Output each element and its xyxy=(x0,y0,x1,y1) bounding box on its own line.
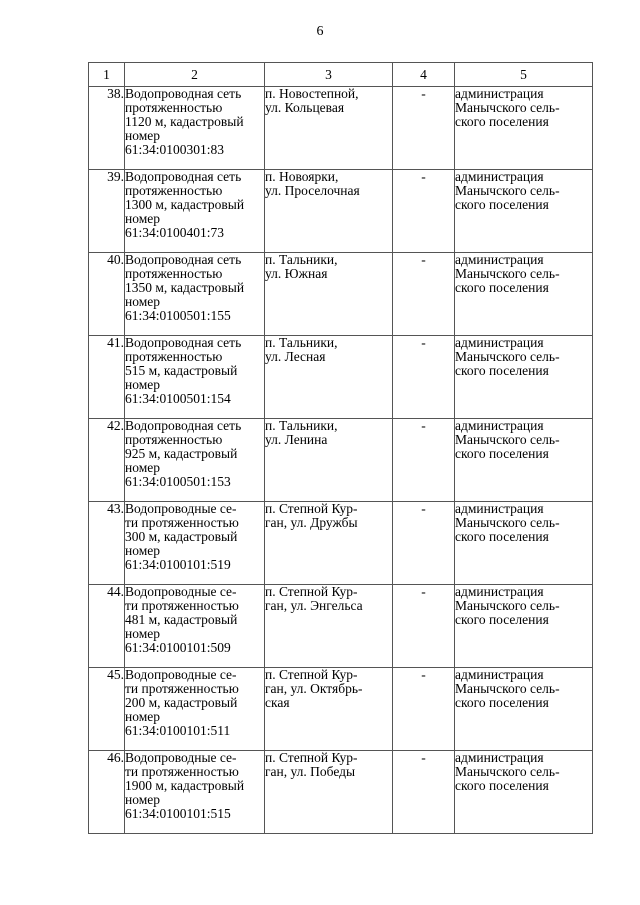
address-line: п. Степной Кур- xyxy=(265,750,358,765)
owner-line: ского поселения xyxy=(455,363,549,378)
description-line: Водопроводные се- xyxy=(125,584,237,599)
object-owner xyxy=(455,585,593,668)
description-line: номер xyxy=(125,460,161,475)
description-line: Водопроводная сеть xyxy=(125,335,242,350)
address-line: ган, ул. Энгельса xyxy=(265,598,363,613)
description-line: 61:34:0100101:509 xyxy=(125,640,231,655)
description-line: 1120 м, кадастровый xyxy=(125,114,244,129)
address-line: п. Новоярки, xyxy=(265,169,339,184)
owner-line: администрация xyxy=(455,584,544,599)
address-line: п. Тальники, xyxy=(265,418,338,433)
address-line: п. Новостепной, xyxy=(265,86,359,101)
description-line: номер xyxy=(125,377,161,392)
owner-line: ского поселения xyxy=(455,280,549,295)
description-line: протяженностью xyxy=(125,349,223,364)
owner-line: администрация xyxy=(455,169,544,184)
address-line: ул. Кольцевая xyxy=(265,100,345,115)
description-line: номер xyxy=(125,626,161,641)
object-owner xyxy=(455,668,593,751)
address-line: ул. Ленина xyxy=(265,432,328,447)
table-row xyxy=(89,87,593,170)
description-line: 61:34:0100301:83 xyxy=(125,142,225,157)
table-row xyxy=(89,336,593,419)
object-address xyxy=(265,502,393,585)
owner-line: администрация xyxy=(455,86,544,101)
row-number: 41. xyxy=(89,336,125,419)
address-line: ул. Лесная xyxy=(265,349,326,364)
owner-line: администрация xyxy=(455,750,544,765)
header-row xyxy=(89,63,593,87)
address-line: ган, ул. Дружбы xyxy=(265,515,358,530)
owner-line: администрация xyxy=(455,252,544,267)
description-line: 61:34:0100101:515 xyxy=(125,806,231,821)
description-line: номер xyxy=(125,792,161,807)
description-line: протяженностью xyxy=(125,432,223,447)
owner-line: Манычского сель- xyxy=(455,266,560,281)
row-number: 38. xyxy=(89,87,125,170)
object-description xyxy=(125,170,265,253)
description-line: Водопроводная сеть xyxy=(125,252,242,267)
object-owner xyxy=(455,751,593,834)
owner-line: Манычского сель- xyxy=(455,100,560,115)
owner-line: ского поселения xyxy=(455,446,549,461)
object-owner xyxy=(455,253,593,336)
description-line: ти протяженностью xyxy=(125,681,239,696)
column-4-value: - xyxy=(393,419,455,502)
column-4-value: - xyxy=(393,170,455,253)
column-4-value: - xyxy=(393,87,455,170)
owner-line: ского поселения xyxy=(455,529,549,544)
address-line: ул. Южная xyxy=(265,266,328,281)
owner-line: Манычского сель- xyxy=(455,515,560,530)
description-line: Водопроводные се- xyxy=(125,501,237,516)
description-line: номер xyxy=(125,709,161,724)
row-number: 45. xyxy=(89,668,125,751)
address-line: ул. Проселочная xyxy=(265,183,360,198)
owner-line: Манычского сель- xyxy=(455,598,560,613)
description-line: 481 м, кадастровый xyxy=(125,612,238,627)
address-line: п. Степной Кур- xyxy=(265,584,358,599)
description-line: номер xyxy=(125,211,161,226)
row-number: 40. xyxy=(89,253,125,336)
owner-line: администрация xyxy=(455,501,544,516)
object-owner xyxy=(455,170,593,253)
object-address xyxy=(265,253,393,336)
object-address xyxy=(265,668,393,751)
description-line: ти протяженностью xyxy=(125,515,239,530)
table-row xyxy=(89,668,593,751)
object-owner xyxy=(455,336,593,419)
description-line: ти протяженностью xyxy=(125,598,239,613)
column-header: 3 xyxy=(265,63,393,87)
description-line: 1350 м, кадастровый xyxy=(125,280,245,295)
description-line: 200 м, кадастровый xyxy=(125,695,238,710)
column-4-value: - xyxy=(393,668,455,751)
object-description xyxy=(125,336,265,419)
description-line: номер xyxy=(125,543,161,558)
address-line: ган, ул. Октябрь- xyxy=(265,681,363,696)
description-line: Водопроводная сеть xyxy=(125,418,242,433)
column-4-value: - xyxy=(393,585,455,668)
description-line: 1300 м, кадастровый xyxy=(125,197,245,212)
owner-line: Манычского сель- xyxy=(455,183,560,198)
row-number: 43. xyxy=(89,502,125,585)
owner-line: администрация xyxy=(455,335,544,350)
description-line: 61:34:0100101:511 xyxy=(125,723,231,738)
address-line: п. Степной Кур- xyxy=(265,501,358,516)
owner-line: администрация xyxy=(455,667,544,682)
description-line: ти протяженностью xyxy=(125,764,239,779)
column-4-value: - xyxy=(393,336,455,419)
object-description xyxy=(125,87,265,170)
object-address xyxy=(265,336,393,419)
address-line: ган, ул. Победы xyxy=(265,764,356,779)
object-owner xyxy=(455,419,593,502)
owner-line: Манычского сель- xyxy=(455,764,560,779)
object-description xyxy=(125,253,265,336)
object-address xyxy=(265,585,393,668)
owner-line: ского поселения xyxy=(455,778,549,793)
description-line: 1900 м, кадастровый xyxy=(125,778,245,793)
object-address xyxy=(265,419,393,502)
column-4-value: - xyxy=(393,253,455,336)
object-address xyxy=(265,170,393,253)
page-number: 6 xyxy=(316,24,324,39)
description-line: 515 м, кадастровый xyxy=(125,363,238,378)
object-description xyxy=(125,502,265,585)
column-header: 1 xyxy=(89,63,125,87)
address-line: п. Тальники, xyxy=(265,252,338,267)
owner-line: администрация xyxy=(455,418,544,433)
description-line: Водопроводная сеть xyxy=(125,169,242,184)
object-address xyxy=(265,751,393,834)
row-number: 39. xyxy=(89,170,125,253)
description-line: протяженностью xyxy=(125,266,223,281)
description-line: протяженностью xyxy=(125,183,223,198)
owner-line: Манычского сель- xyxy=(455,349,560,364)
address-line: ская xyxy=(265,695,290,710)
row-number: 44. xyxy=(89,585,125,668)
table-row xyxy=(89,751,593,834)
description-line: номер xyxy=(125,294,161,309)
description-line: 61:34:0100501:154 xyxy=(125,391,231,406)
description-line: Водопроводные се- xyxy=(125,750,237,765)
row-number: 42. xyxy=(89,419,125,502)
column-header: 4 xyxy=(393,63,455,87)
row-number: 46. xyxy=(89,751,125,834)
owner-line: ского поселения xyxy=(455,114,549,129)
owner-line: ского поселения xyxy=(455,695,549,710)
address-line: п. Степной Кур- xyxy=(265,667,358,682)
object-owner xyxy=(455,87,593,170)
object-description xyxy=(125,668,265,751)
table-row xyxy=(89,253,593,336)
object-description xyxy=(125,751,265,834)
column-header: 5 xyxy=(455,63,593,87)
description-line: протяженностью xyxy=(125,100,223,115)
column-header: 2 xyxy=(125,63,265,87)
description-line: 925 м, кадастровый xyxy=(125,446,238,461)
owner-line: ского поселения xyxy=(455,612,549,627)
description-line: Водопроводная сеть xyxy=(125,86,242,101)
column-4-value: - xyxy=(393,751,455,834)
address-line: п. Тальники, xyxy=(265,335,338,350)
column-4-value: - xyxy=(393,502,455,585)
description-line: 61:34:0100401:73 xyxy=(125,225,225,240)
description-line: 61:34:0100101:519 xyxy=(125,557,231,572)
description-line: 61:34:0100501:155 xyxy=(125,308,231,323)
table-row xyxy=(89,419,593,502)
table-row xyxy=(89,585,593,668)
owner-line: Манычского сель- xyxy=(455,432,560,447)
object-address xyxy=(265,87,393,170)
object-description xyxy=(125,419,265,502)
object-owner xyxy=(455,502,593,585)
description-line: 61:34:0100501:153 xyxy=(125,474,231,489)
table-row xyxy=(89,170,593,253)
object-description xyxy=(125,585,265,668)
description-line: 300 м, кадастровый xyxy=(125,529,238,544)
description-line: Водопроводные се- xyxy=(125,667,237,682)
registry-table xyxy=(88,62,593,834)
owner-line: ского поселения xyxy=(455,197,549,212)
table-row xyxy=(89,502,593,585)
owner-line: Манычского сель- xyxy=(455,681,560,696)
description-line: номер xyxy=(125,128,161,143)
